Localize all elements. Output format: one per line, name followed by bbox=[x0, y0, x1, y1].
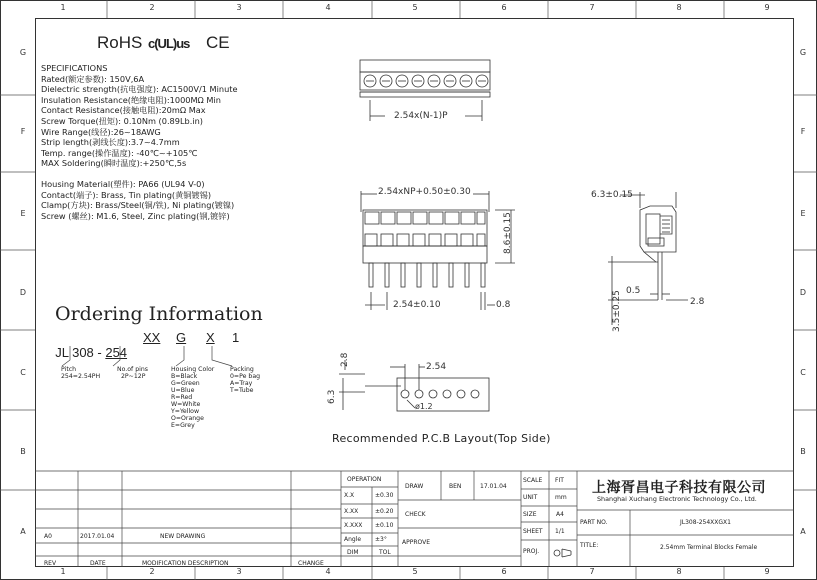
tb-unit-value: mm bbox=[555, 494, 567, 501]
pins-value: 2P~12P bbox=[121, 373, 146, 380]
material-line: Clamp(方块): Brass/Steel(铜/铁), Ni plating(镀镍) bbox=[41, 200, 235, 211]
zone-row: C bbox=[20, 368, 26, 377]
rohs-mark: RoHS bbox=[97, 33, 143, 52]
zone-row: F bbox=[800, 127, 806, 136]
tb-tol-val: ±0.10 bbox=[375, 522, 394, 529]
tb-tol-dim: X.XX bbox=[344, 508, 359, 515]
code-prefix: JL 308 - bbox=[55, 345, 106, 360]
spec-line: MAX Soldering(瞬时温度):+250℃,5s bbox=[41, 158, 187, 169]
tb-draw: DRAW bbox=[405, 483, 424, 490]
housing-value: U=Blue bbox=[171, 387, 195, 394]
material-line: Screw (螺丝): M1.6, Steel, Zinc plating(钢,镀锌) bbox=[41, 210, 230, 221]
spec-line: Rated(额定参数): 150V,6A bbox=[41, 73, 145, 84]
dim-side-pin: 3.5±0.25 bbox=[612, 290, 622, 332]
zone-col: 7 bbox=[589, 3, 595, 12]
packing-label: Packing bbox=[230, 366, 254, 373]
company-name-cn: 上海胥昌电子科技有限公司 bbox=[592, 480, 766, 496]
zone-col: 1 bbox=[60, 3, 66, 12]
rev-header-change: CHANGE bbox=[298, 560, 324, 567]
housing-label: Housing Color bbox=[171, 366, 215, 373]
tb-scale-value: FIT bbox=[555, 477, 564, 484]
packing-value: T=Tube bbox=[230, 387, 254, 394]
zone-row: G bbox=[799, 48, 807, 57]
tb-tol-dim: Angle bbox=[344, 536, 362, 543]
zone-col: 2 bbox=[149, 3, 155, 12]
zone-row: C bbox=[800, 368, 806, 377]
tb-approve: APPROVE bbox=[402, 539, 431, 546]
dim-front-height: 8.6±0.15 bbox=[503, 212, 513, 254]
zone-col: 6 bbox=[501, 3, 507, 12]
zone-row: B bbox=[20, 447, 26, 456]
spec-line: Contact Resistance(接触电阻):20mΩ Max bbox=[41, 105, 206, 116]
zone-col: 8 bbox=[676, 567, 682, 576]
tb-tol: TOL bbox=[379, 549, 391, 556]
company-name-en: Shanghai Xuchang Electronic Technology Co., Ltd. bbox=[597, 495, 757, 503]
tb-tol-dim: X.X bbox=[344, 492, 355, 499]
code-pitch: 254 bbox=[105, 345, 128, 360]
tb-scale-label: SCALE bbox=[523, 477, 543, 484]
zone-col: 9 bbox=[764, 567, 770, 576]
packing-value: A=Tray bbox=[230, 380, 253, 387]
tb-part-no: JL308-254XXGX1 bbox=[680, 519, 731, 526]
tb-drawer: BEN bbox=[449, 483, 462, 490]
dim-side-top: 6.3±0.15 bbox=[591, 190, 633, 200]
tb-size-value: A4 bbox=[556, 511, 564, 518]
zone-col: 8 bbox=[676, 3, 682, 12]
dim-pcb-28: 2.8 bbox=[340, 352, 350, 367]
dim-top-pitch: 2.54x(N-1)P bbox=[394, 111, 448, 121]
code-color: G bbox=[176, 330, 187, 345]
zone-col: 5 bbox=[412, 567, 418, 576]
spec-line: Wire Range(线径):26~18AWG bbox=[41, 126, 161, 137]
zone-col: 4 bbox=[325, 3, 331, 12]
dim-pin-width: 0.8 bbox=[496, 300, 511, 310]
tb-size-label: SIZE bbox=[523, 511, 537, 518]
tb-tol-val: ±3° bbox=[375, 536, 387, 543]
tb-unit-label: UNIT bbox=[523, 494, 538, 501]
housing-value: O=Orange bbox=[171, 415, 204, 422]
zone-col: 1 bbox=[60, 567, 66, 576]
tb-part-no-label: PART NO. bbox=[580, 519, 608, 526]
zone-col: 3 bbox=[236, 567, 242, 576]
housing-value: R=Red bbox=[171, 394, 193, 401]
tb-proj-label: PROJ. bbox=[523, 548, 540, 555]
rev-header-date: DATE bbox=[90, 560, 106, 567]
rev-row-desc: NEW DRAWING bbox=[160, 533, 206, 540]
zone-col: 4 bbox=[325, 567, 331, 576]
zone-row: A bbox=[20, 527, 26, 536]
pins-label: No.of pins bbox=[117, 366, 148, 373]
zone-col: 2 bbox=[149, 567, 155, 576]
code-packing: X bbox=[206, 330, 215, 345]
housing-value: Y=Yellow bbox=[171, 408, 200, 415]
tb-title-value: 2.54mm Terminal Blocks Female bbox=[660, 544, 758, 551]
spec-line: Strip length(剥线长度):3.7~4.7mm bbox=[41, 137, 180, 148]
tb-sheet-label: SHEET bbox=[523, 528, 543, 535]
spec-line: Temp. range(操作温度): -40℃~+105℃ bbox=[41, 147, 198, 158]
zone-col: 7 bbox=[589, 567, 595, 576]
material-line: Housing Material(塑件): PA66 (UL94 V-0) bbox=[41, 178, 205, 189]
zone-row: E bbox=[20, 209, 26, 218]
tb-date: 17.01.04 bbox=[480, 483, 507, 490]
dim-side-05: 0.5 bbox=[626, 286, 641, 296]
packing-value: 0=Pe bag bbox=[230, 373, 261, 380]
zone-row: B bbox=[800, 447, 806, 456]
rev-header-rev: REV bbox=[44, 560, 57, 567]
ordering-title: Ordering Information bbox=[55, 303, 263, 325]
ce-logo: CE bbox=[206, 33, 230, 52]
tb-operation: OPERATION bbox=[347, 476, 382, 483]
code-pins: XX bbox=[143, 330, 161, 345]
housing-value: E=Grey bbox=[171, 422, 195, 429]
zone-col: 6 bbox=[501, 567, 507, 576]
dim-pcb-hole: ø1.2 bbox=[415, 402, 433, 411]
tb-check: CHECK bbox=[405, 511, 426, 518]
pitch-label: Pitch bbox=[61, 366, 77, 373]
zone-col: 5 bbox=[412, 3, 418, 12]
material-line: Contact(端子): Brass, Tin plating(黄铜镀锡) bbox=[41, 189, 212, 200]
rev-row-rev: A0 bbox=[44, 533, 52, 540]
pitch-value: 254=2.54PH bbox=[61, 373, 101, 380]
rev-header-desc: MODIFICATION DESCRIPTION bbox=[142, 560, 229, 567]
zone-row: F bbox=[20, 127, 26, 136]
code-suffix: 1 bbox=[232, 330, 240, 345]
zone-row: D bbox=[19, 288, 27, 297]
housing-value: B=Black bbox=[171, 373, 198, 380]
spec-line: Insulation Resistance(绝缘电阻):1000MΩ Min bbox=[41, 94, 221, 105]
spec-title: SPECIFICATIONS bbox=[41, 63, 108, 73]
zone-col: 3 bbox=[236, 3, 242, 12]
zone-row: D bbox=[799, 288, 807, 297]
zone-row: G bbox=[19, 48, 27, 57]
tb-sheet-value: 1/1 bbox=[555, 528, 565, 535]
zone-row: A bbox=[800, 527, 806, 536]
tb-tol-dim: X.XXX bbox=[344, 522, 363, 529]
spec-line: Dielectric strength(抗电强度): AC1500V/1 Minute bbox=[41, 84, 238, 95]
dim-front-width: 2.54xNP+0.50±0.30 bbox=[378, 187, 471, 197]
dim-front-pitch: 2.54±0.10 bbox=[393, 300, 441, 310]
dim-side-28: 2.8 bbox=[690, 297, 705, 307]
dim-pcb-63: 6.3 bbox=[327, 389, 337, 404]
tb-tol-val: ±0.30 bbox=[375, 492, 394, 499]
zone-col: 9 bbox=[764, 3, 770, 12]
pcb-caption: Recommended P.C.B Layout(Top Side) bbox=[332, 432, 551, 445]
tb-tol-val: ±0.20 bbox=[375, 508, 394, 515]
spec-line: Screw Torque(扭矩): 0.10Nm (0.89Lb.in) bbox=[41, 115, 203, 126]
zone-row: E bbox=[800, 209, 806, 218]
ul-logo: c(UL)us bbox=[148, 36, 190, 51]
housing-value: G=Green bbox=[171, 380, 200, 387]
dim-pcb-254: 2.54 bbox=[426, 362, 447, 372]
tb-dim: DIM bbox=[347, 549, 359, 556]
rev-row-date: 2017.01.04 bbox=[80, 533, 115, 540]
housing-value: W=White bbox=[171, 401, 201, 408]
tb-title-label: TITLE: bbox=[580, 542, 599, 549]
